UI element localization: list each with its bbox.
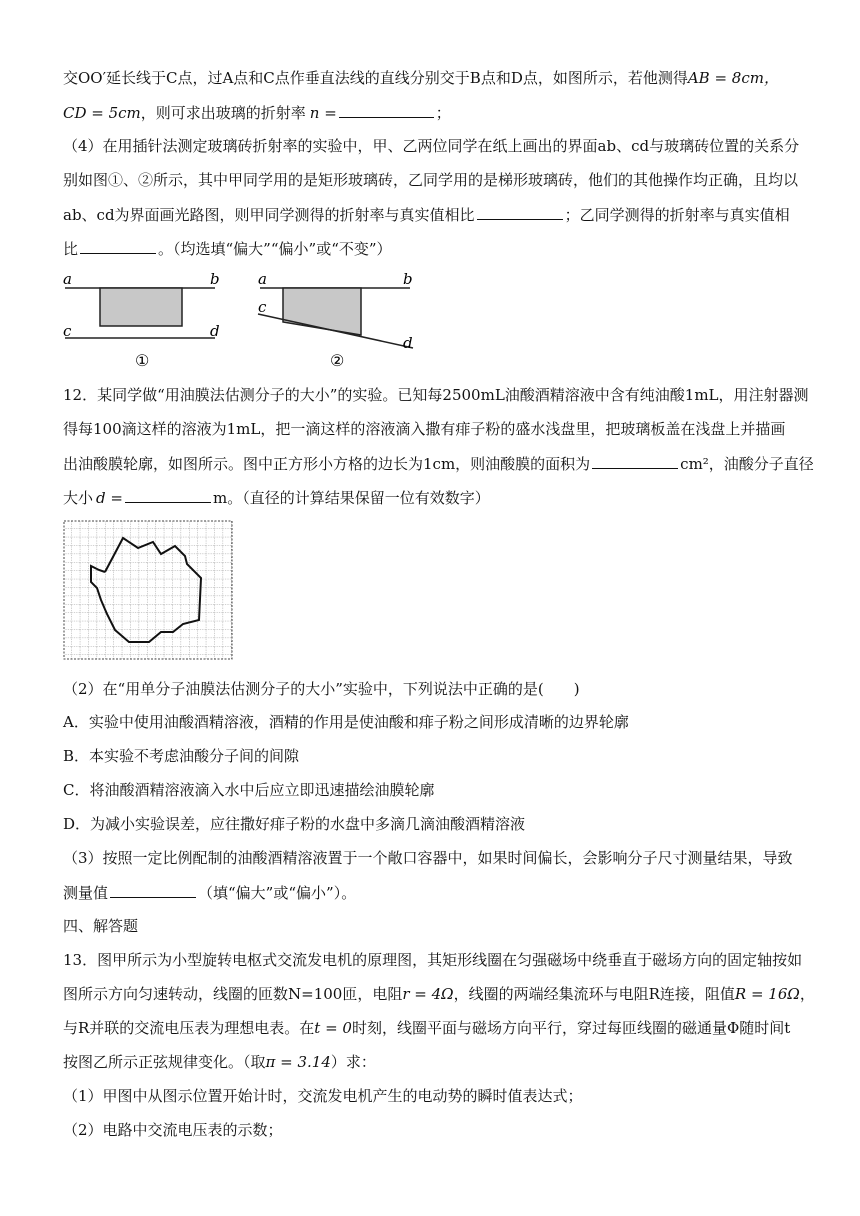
caption-1: ①	[135, 351, 150, 370]
q11-p4-line-3	[63, 203, 820, 226]
q12-line-2: 得每100滴这样的溶液为1mL，把一滴这样的溶液滴入撒有痱子粉的盛水浅盘里，把玻璃板盖在浅盘上并描画	[63, 420, 786, 438]
q11-p4-line-4	[63, 237, 820, 260]
q12-text: 测量值	[63, 884, 109, 902]
q13-line-1: 13．图甲所示为小型旋转电枢式交流发电机的原理图，其矩形线圈在匀强磁场中绕垂直于磁场方向的固定轴按如	[63, 951, 803, 969]
q11-p4-line-2: 别如图①、②所示，其中甲同学用的是矩形玻璃砖，乙同学用的是梯形玻璃砖，他们的其他操作均正确，且均以	[63, 171, 799, 189]
q13-text: ，	[799, 985, 815, 1003]
q13-text: ）求：	[330, 1053, 376, 1071]
q12-text: 出油酸膜轮廓，如图所示。图中正方形小方格的边长为1cm，则油酸膜的面积为	[63, 455, 591, 473]
q12-option-b: B．本实验不考虑油酸分子间的间隙	[63, 747, 300, 765]
q13-text: 与R并联的交流电压表为理想电表。在	[63, 1019, 315, 1037]
q12-d-label: d =	[96, 489, 123, 507]
grid-background	[64, 521, 232, 659]
q11-text: ；	[435, 104, 451, 122]
q12-text: cm²，油酸分子直径	[680, 455, 814, 473]
q11-p4-line-1: （4）在用插针法测定玻璃砖折射率的实验中，甲、乙两位同学在纸上画出的界面ab、cd与玻璃砖位置的关系分	[63, 137, 800, 155]
q12-option-c: C．将油酸酒精溶液滴入水中后应立即迅速描绘油膜轮廓	[63, 781, 435, 799]
q13-r-value: r = 4Ω	[402, 985, 454, 1003]
q13-pi-value: π = 3.14	[265, 1053, 331, 1071]
q11-text: ab、cd为界面画光路图，则甲同学测得的折射率与真实值相比	[63, 206, 475, 224]
q11-text: ；乙同学测得的折射率与真实值相	[564, 206, 790, 224]
oil-film-grid-figure	[63, 520, 235, 662]
label-c1: c	[63, 322, 72, 340]
q12-line-4	[63, 486, 820, 509]
section-heading: 四、解答题	[63, 917, 139, 935]
q12-p3-line-2	[63, 881, 820, 904]
q11-text: ，则可求出玻璃的折射率	[140, 104, 306, 122]
q12-line-1: 12．某同学做“用油膜法估测分子的大小”的实验。已知每2500mL油酸酒精溶液中含有纯油酸1mL，用注射器测	[63, 386, 809, 404]
q13-t-value: t = 0	[314, 1019, 352, 1037]
q13-R-value: R = 16Ω	[734, 985, 800, 1003]
answer-blank-jia[interactable]	[477, 203, 563, 220]
q13-text: 时刻，线圈平面与磁场方向平行，穿过每匝线圈的磁通量Φ随时间t	[351, 1019, 791, 1037]
q11-n-label: n =	[309, 104, 337, 122]
label-c2: c	[258, 298, 267, 316]
caption-2: ②	[330, 351, 345, 370]
q12-text: 大小	[63, 489, 94, 507]
q11-line-1	[63, 67, 820, 89]
q13-part-1: （1）甲图中从图示位置开始计时，交流发电机产生的电动势的瞬时值表达式；	[63, 1087, 583, 1105]
q13-text: 按图乙所示正弦规律变化。（取	[63, 1053, 266, 1071]
q11-cd-value: CD = 5cm	[63, 104, 141, 122]
label-a2: a	[258, 270, 267, 288]
glass-brick-figures	[55, 266, 425, 376]
label-a1: a	[63, 270, 72, 288]
q12-p3-line-1: （3）按照一定比例配制的油酸酒精溶液置于一个敞口容器中，如果时间偏长，会影响分子尺寸测量结果，导致	[63, 849, 793, 867]
label-b1: b	[210, 270, 220, 288]
q11-text: 交OO′延长线于C点，过A点和C点作垂直法线的直线分别交于B点和D点，如图所示，若他测得	[63, 69, 688, 87]
q13-part-2: （2）电路中交流电压表的示数；	[63, 1121, 283, 1139]
answer-blank-n[interactable]	[339, 101, 434, 118]
answer-blank-yi[interactable]	[80, 237, 156, 254]
q13-text: 图所示方向匀速转动，线圈的匝数N=100匝，电阻	[63, 985, 403, 1003]
answer-blank-area[interactable]	[592, 452, 678, 469]
q12-line-3	[63, 452, 820, 475]
q11-line-2	[63, 101, 820, 124]
q12-p2: （2）在“用单分子油膜法估测分子的大小”实验中，下列说法中正确的是( )	[63, 680, 580, 698]
q12-option-d: D．为减小实验误差，应往撒好痱子粉的水盘中多滴几滴油酸酒精溶液	[63, 815, 526, 833]
q13-line-2	[63, 983, 820, 1005]
q12-text: （填“偏大”或“偏小”）。	[198, 884, 357, 902]
q13-line-4	[63, 1051, 820, 1073]
label-d1: d	[210, 322, 220, 340]
q13-line-3	[63, 1017, 820, 1039]
rectangular-glass-brick	[100, 288, 182, 326]
q11-text: 。（均选填“偏大”“偏小”或“不变”）	[158, 240, 392, 258]
q13-text: ，线圈的两端经集流环与电阻R连接，阻值	[453, 985, 735, 1003]
answer-blank-diameter[interactable]	[125, 486, 211, 503]
q11-ab-value: AB = 8cm，	[687, 69, 779, 87]
q11-text: 比	[63, 240, 79, 258]
q12-text: m。（直径的计算结果保留一位有效数字）	[212, 489, 490, 507]
label-b2: b	[403, 270, 413, 288]
label-d2: d	[403, 334, 413, 352]
answer-blank-measure[interactable]	[110, 881, 196, 898]
q12-option-a: A．实验中使用油酸酒精溶液，酒精的作用是使油酸和痱子粉之间形成清晰的边界轮廓	[63, 713, 629, 731]
